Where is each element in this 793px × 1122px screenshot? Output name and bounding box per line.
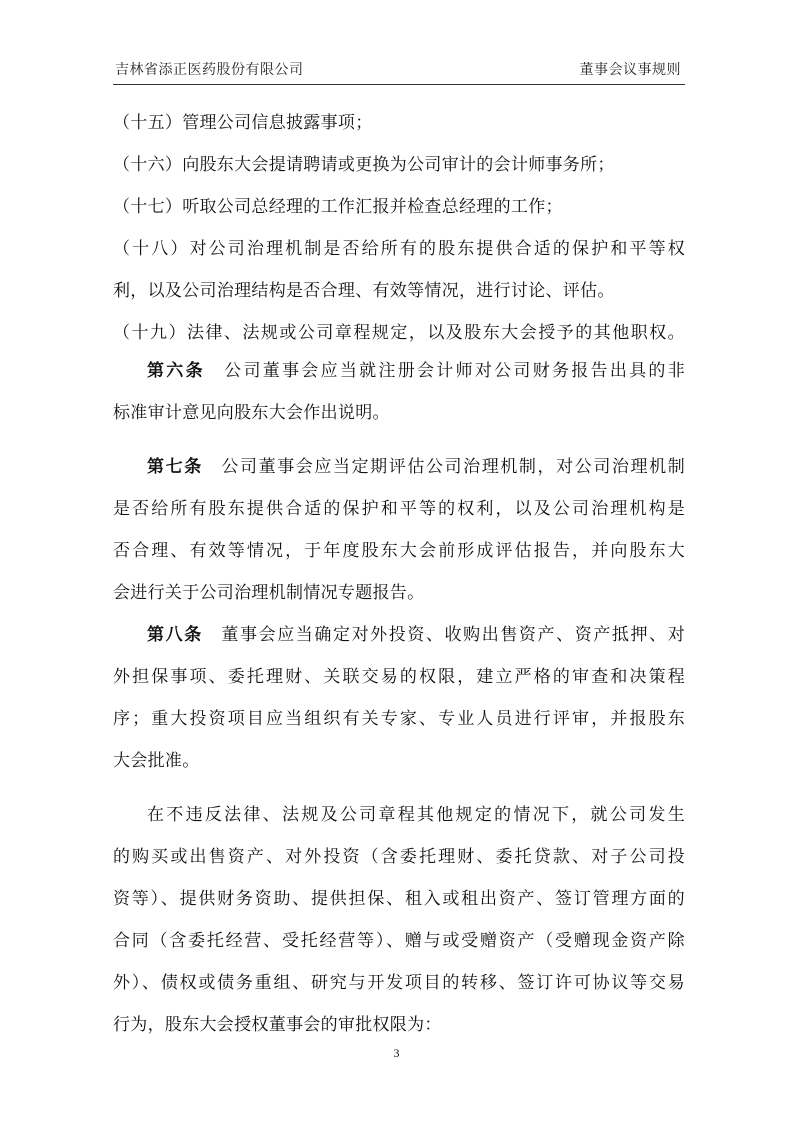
- paragraph-line-5: 外）、债权或债务重组、研究与开发项目的转移、签订许可协议等交易: [113, 973, 685, 993]
- article-6-text: 公司董事会应当就注册会计师对公司财务报告出具的非: [222, 361, 685, 381]
- article-7-line-1: [147, 452, 685, 477]
- list-item-15: （十五）管理公司信息披露事项；: [113, 113, 373, 133]
- article-8-line-2: 外担保事项、委托理财、关联交易的权限，建立严格的审查和决策程: [113, 667, 685, 687]
- paragraph-line-2: 的购买或出售资产、对外投资（含委托理财、委托贷款、对子公司投: [113, 847, 685, 867]
- list-item-16: （十六）向股东大会提请聘请或更换为公司审计的会计师事务所；: [113, 155, 615, 175]
- article-8-line-3: 序；重大投资项目应当组织有关专家、专业人员进行评审，并报股东: [113, 709, 685, 729]
- header-company-name: 吉林省添正医药股份有限公司: [115, 62, 304, 78]
- article-6-line-1: [147, 356, 685, 381]
- page-header: [113, 55, 685, 83]
- article-8-line-1: [147, 620, 685, 645]
- article-7-text: 公司董事会应当定期评估公司治理机制，对公司治理机制: [220, 457, 686, 477]
- article-7-label: 第七条: [147, 457, 203, 477]
- article-7-line-2: 是否给所有股东提供合适的保护和平等的权利，以及公司治理机构是: [113, 499, 685, 519]
- paragraph-line-6: 行为，股东大会授权董事会的审批权限为：: [113, 1015, 442, 1035]
- header-document-title: 董事会议事规则: [579, 62, 681, 78]
- article-8-line-4: 大会批准。: [113, 751, 200, 771]
- list-item-18-line-2: 利，以及公司治理结构是否合理、有效等情况，进行讨论、评估。: [113, 281, 615, 301]
- paragraph-line-1: 在不违反法律、法规及公司章程其他规定的情况下，就公司发生: [147, 805, 685, 825]
- page-number: 3: [393, 1046, 400, 1060]
- article-7-line-4: 会进行关于公司治理机制情况专题报告。: [113, 583, 425, 603]
- list-item-18-line-1: （十八）对公司治理机制是否给所有的股东提供合适的保护和平等权: [113, 239, 685, 259]
- article-6-line-2: 标准审计意见向股东大会作出说明。: [113, 403, 390, 423]
- article-6-label: 第六条: [147, 361, 205, 381]
- list-item-19: （十九）法律、法规或公司章程规定，以及股东大会授予的其他职权。: [113, 323, 685, 343]
- article-7-line-3: 否合理、有效等情况，于年度股东大会前形成评估报告，并向股东大: [113, 541, 685, 561]
- header-divider: [113, 84, 685, 85]
- paragraph-line-4: 合同（含委托经营、受托经营等）、赠与或受赠资产（受赠现金资产除: [113, 931, 685, 951]
- list-item-17: （十七）听取公司总经理的工作汇报并检查总经理的工作；: [113, 197, 563, 217]
- paragraph-line-3: 资等）、提供财务资助、提供担保、租入或租出资产、签订管理方面的: [113, 889, 685, 909]
- article-8-label: 第八条: [147, 625, 203, 645]
- article-8-text: 董事会应当确定对外投资、收购出售资产、资产抵押、对: [220, 625, 686, 645]
